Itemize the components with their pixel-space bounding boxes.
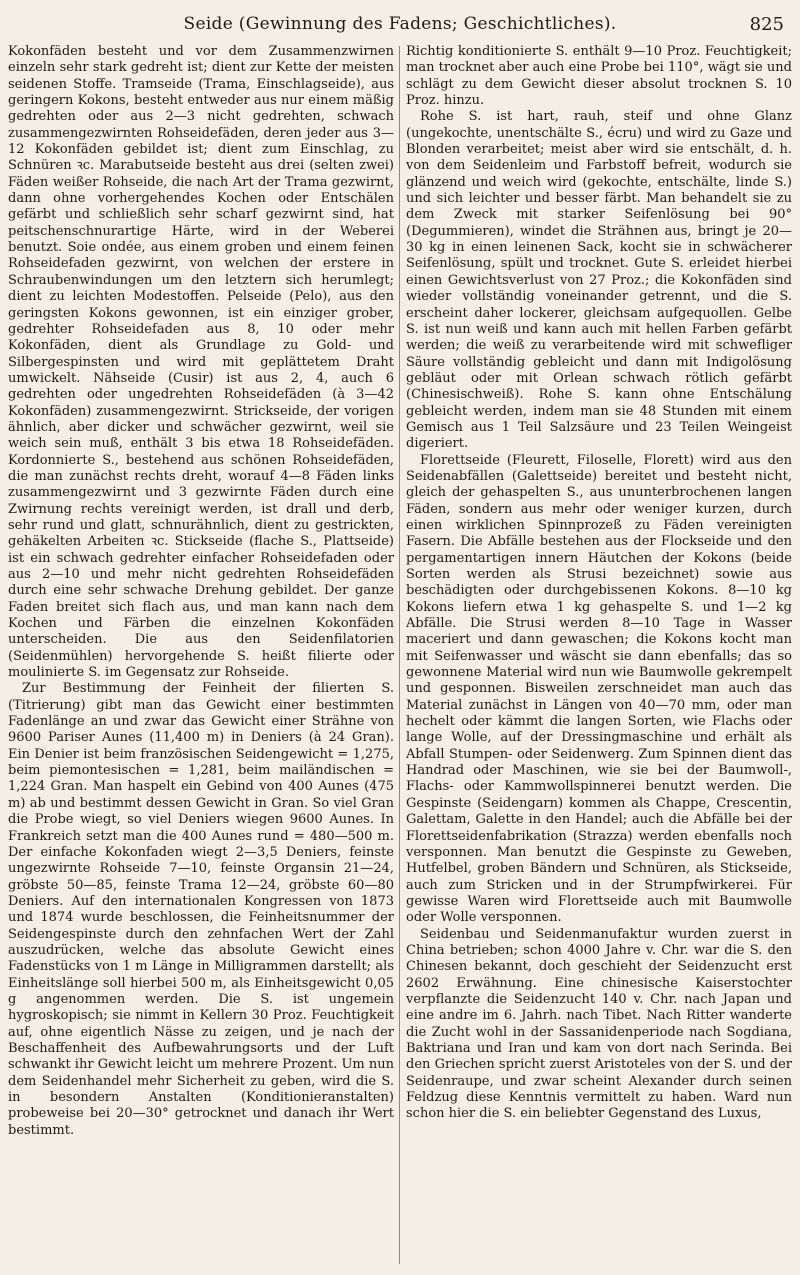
- paragraph: Kokonfäden besteht und vor dem Zusammenzwirnen einzeln sehr stark gedreht ist; dient zur Kette der meisten seidenen Stoffe. Tramseide (Trama, Einschlagseide), aus geringern Kokons, besteht entweder aus nur einem mäßig gedrehten oder aus 2—3 nicht gedrehten, schwach zusammengezwirnten Rohseidefäden, deren jeder aus 3—12 Kokonfäden gebildet ist; dient zum Einschlag, zu Schnüren ꝛc. Marabutseide besteht aus drei (selten zwei) Fäden weißer Rohseide, die nach Art der Trama gezwirnt, dann ohne vorhergehendes Kochen oder Entschälen gefärbt und schließlich sehr scharf gezwirnt sind, hat peitschenschnurartige Härte, wird in der Weberei benutzt. Soie ondée, aus einem groben und einem feinen Rohseidefaden gezwirnt, von welchen der erstere in Schraubenwindungen um den letztern sich herumlegt; dient zu leichten Modestoffen. Pelseide (Pelo), aus den geringsten Kokons gewonnen, ist ein einziger grober, gedrehter Rohseidefaden aus 8, 10 oder mehr Kokonfäden, dient als Grundlage zu Gold- und Silbergespinsten und wird mit geplättetem Draht umwickelt. Nähseide (Cusir) ist aus 2, 4, auch 6 gedrehten oder ungedrehten Rohseidefäden (à 3—42 Kokonfäden) zusammengezwirnt. Strickseide, der vorigen ähnlich, aber dicker und schwächer gezwirnt, weil sie weich sein muß, enthält 3 bis etwa 18 Rohseidefäden. Kordonnierte S., bestehend aus schönen Rohseidefäden, die man zunächst rechts dreht, worauf 4—8 Fäden links zusammengezwirnt und 3 gezwirnte Fäden durch eine Zwirnung rechts vereinigt werden, ist drall und derb, sehr rund und glatt, schnurähnlich, dient zu gestrickten, gehäkelten Arbeiten ꝛc. Stickseide (flache S., Plattseide) ist ein schwach gedrehter einfacher Rohseidefaden oder aus 2—10 und mehr nicht gedrehten Rohseidefäden durch eine sehr schwache Drehung gebildet. Der ganze Faden breitet sich flach aus, und man kann nach dem Kochen und Färben die einzelnen Kokonfäden unterscheiden. Die aus den Seidenfilatorien (Seidenmühlen) hervorgehende S. heißt filierte oder moulinierte S. im Gegensatz zur Rohseide.: [8, 44, 394, 681]
- page-number: 825: [749, 14, 784, 35]
- column-divider: [399, 46, 400, 1264]
- paragraph: Florettseide (Fleurett, Filoselle, Florett) wird aus den Seidenabfällen (Galettseide) bereitet und besteht nicht, gleich der gehaspelten S., aus ununterbrochenen langen Fäden, sondern aus mehr oder weniger kurzen, durch einen wirklichen Spinnprozeß zu Fäden vereinigten Fasern. Die Abfälle bestehen aus der Flockseide und den pergamentartigen innern Häutchen der Kokons (beide Sorten werden als Strusi bezeichnet) sowie aus beschädigten oder durchgebissenen Kokons. 8—10 kg Kokons liefern etwa 1 kg gehaspelte S. und 1—2 kg Abfälle. Die Strusi werden 8—10 Tage in Wasser maceriert und dann gewaschen; die Kokons kocht man mit Seifenwasser und wäscht sie dann ebenfalls; das so gewonnene Material wird nun wie Baumwolle gekrempelt und gesponnen. Bisweilen zerschneidet man auch das Material zunächst in Längen von 40—70 mm, oder man hechelt oder kämmt die langen Sorten, wie Flachs oder lange Wolle, auf der Dressingmaschine und erhält als Abfall Stumpen- oder Seidenwerg. Zum Spinnen dient das Handrad oder Maschinen, wie sie bei der Baumwoll-, Flachs- oder Kammwollspinnerei benutzt werden. Die Gespinste (Seidengarn) kommen als Chappe, Crescentin, Galettam, Galette in den Handel; auch die Abfälle bei der Florettseidenfabrikation (Strazza) werden ebenfalls noch versponnen. Man benutzt die Gespinste zu Geweben, Hutfelbel, groben Bändern und Schnüren, als Stickseide, auch zum Stricken und in der Strumpfwirkerei. Für gewisse Waren wird Florettseide auch mit Baumwolle oder Wolle versponnen.: [406, 452, 792, 926]
- paragraph: Seidenbau und Seidenmanufaktur wurden zuerst in China betrieben; schon 4000 Jahre v. Chr. war die S. den Chinesen bekannt, doch geschieht der Seidenzucht erst 2602 Erwähnung. Eine chinesische Kaiserstochter verpflanzte die Seidenzucht 140 v. Chr. nach Japan und eine andre im 6. Jahrh. nach Tibet. Nach Ritter wanderte die Zucht wohl in der Sassanidenperiode nach Sogdiana, Baktriana und Iran und kam von dort nach Serinda. Bei den Griechen spricht zuerst Aristoteles von der S. und der Seidenraupe, und zwar scheint Alexander durch seinen Feldzug diese Kenntnis vermittelt zu haben. Ward nun schon hier die S. ein beliebter Gegenstand des Luxus,: [406, 926, 792, 1122]
- right-column: [406, 44, 792, 1266]
- running-title: Seide (Gewinnung des Fadens; Geschichtliches).: [183, 14, 617, 34]
- left-column: [8, 44, 394, 1266]
- paragraph: Zur Bestimmung der Feinheit der filierten S. (Titrierung) gibt man das Gewicht einer bestimmten Fadenlänge an und zwar das Gewicht einer Strähne von 9600 Pariser Aunes (11,400 m) in Deniers (à 24 Gran). Ein Denier ist beim französischen Seidengewicht = 1,275, beim piemontesischen = 1,281, beim mailändischen = 1,224 Gran. Man haspelt ein Gebind von 400 Aunes (475 m) ab und bestimmt dessen Gewicht in Gran. So viel Gran die Probe wiegt, so viel Deniers wiegen 9600 Aunes. In Frankreich setzt man die 400 Aunes rund = 480—500 m. Der einfache Kokonfaden wiegt 2—3,5 Deniers, feinste ungezwirnte Rohseide 7—10, feinste Organsin 21—24, gröbste 50—85, feinste Trama 12—24, gröbste 60—80 Deniers. Auf den internationalen Kongressen von 1873 und 1874 wurde beschlossen, die Feinheitsnummer der Seidengespinste durch den zehnfachen Wert der Zahl auszudrücken, welche das absolute Gewicht eines Fadenstücks von 1 m Länge in Milligrammen darstellt; als Einheitslänge soll hierbei 500 m, als Einheitsgewicht 0,05 g angenommen werden. Die S. ist ungemein hygroskopisch; sie nimmt in Kellern 30 Proz. Feuchtigkeit auf, ohne eigentlich Nässe zu zeigen, und je nach der Beschaffenheit des Aufbewahrungsorts und der Luft schwankt ihr Gewicht leicht um mehrere Prozent. Um nun dem Seidenhandel mehr Sicherheit zu geben, wird die S. in besondern Anstalten (Konditionieranstalten) probeweise bei 20—30° getrocknet und danach ihr Wert bestimmt.: [8, 681, 394, 1138]
- paragraph: Rohe S. ist hart, rauh, steif und ohne Glanz (ungekochte, unentschälte S., écru) und wird zu Gaze und Blonden verarbeitet; meist aber wird sie entschält, d. h. von dem Seidenleim und Farbstoff befreit, wodurch sie glänzend und weich wird (gekochte, entschälte, linde S.) und sich leichter und besser färbt. Man behandelt sie zu dem Zweck mit starker Seifenlösung bei 90° (Degummieren), windet die Strähnen aus, bringt je 20—30 kg in einen leinenen Sack, kocht sie in schwächerer Seifenlösung, spült und trocknet. Gute S. erleidet hierbei einen Gewichtsverlust von 27 Proz.; die Kokonfäden sind wieder vollständig voneinander getrennt, und die S. erscheint daher lockerer, gleichsam aufgequollen. Gelbe S. ist nun weiß und kann auch mit hellen Farben gefärbt werden; die weiß zu verarbeitende wird mit schwefliger Säure vollständig gebleicht und dann mit Indigolösung gebläut oder mit Orlean schwach rötlich gefärbt (Chinesischweiß). Rohe S. kann ohne Entschälung gebleicht werden, indem man sie 48 Stunden mit einem Gemisch aus 1 Teil Salzsäure und 23 Teilen Weingeist digeriert.: [406, 109, 792, 452]
- paragraph: Richtig konditionierte S. enthält 9—10 Proz. Feuchtigkeit; man trocknet aber auch eine Probe bei 110°, wägt sie und schlägt zu dem Gewicht dieser absolut trocknen S. 10 Proz. hinzu.: [406, 44, 792, 109]
- running-header: [8, 14, 792, 44]
